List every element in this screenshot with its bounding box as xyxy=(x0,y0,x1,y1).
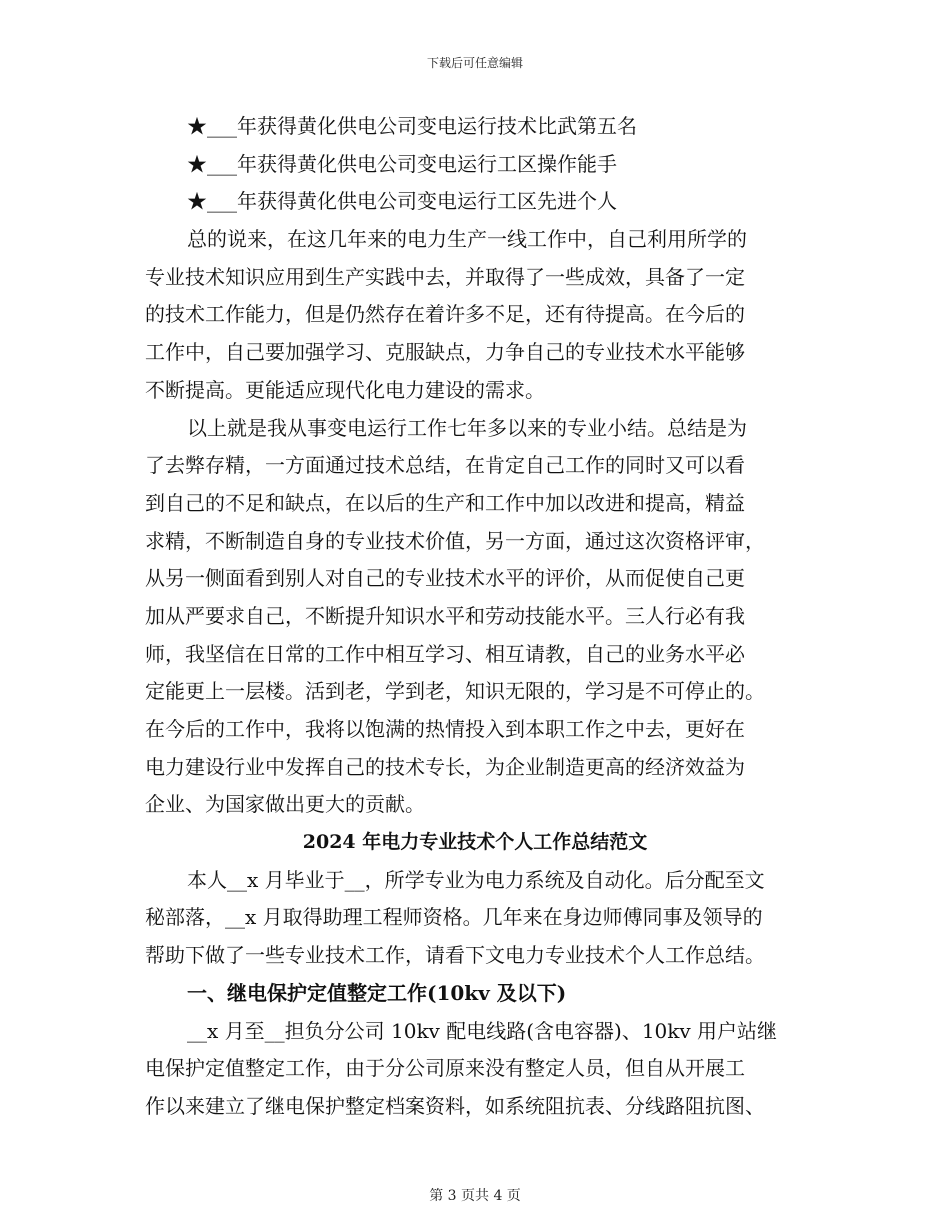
paragraph-line: 求精，不断制造自身的专业技术价值，另一方面，通过这次资格评审， xyxy=(145,528,765,553)
paragraph-line: 企业、为国家做出更大的贡献。 xyxy=(145,792,425,817)
paragraph-line: 本人__x 月毕业于__，所学专业为电力系统及自动化。后分配至文 xyxy=(187,867,765,892)
document-body xyxy=(145,108,805,1126)
page-header: 下载后可任意编辑 xyxy=(426,56,523,70)
award-line-1: ★___年获得黄化供电公司变电运行技术比武第五名 xyxy=(187,114,637,138)
paragraph-line: 从另一侧面看到别人对自己的专业技术水平的评价，从而促使自己更 xyxy=(145,566,745,591)
paragraph-line: 加从严要求自己，不断提升知识水平和劳动技能水平。三人行必有我 xyxy=(145,603,745,628)
paragraph-summary xyxy=(145,221,805,409)
paragraph-line: 总的说来，在这几年来的电力生产一线工作中，自己利用所学的 xyxy=(187,227,747,252)
paragraph-line: 在今后的工作中，我将以饱满的热情投入到本职工作之中去，更好在 xyxy=(145,717,745,741)
paragraph-line: 工作中，自己要加强学习、克服缺点，力争自己的专业技术水平能够 xyxy=(145,340,745,365)
award-line-2: ★___年获得黄化供电公司变电运行工区操作能手 xyxy=(187,151,617,176)
paragraph-line: 作以来建立了继电保护整定档案资料，如系统阻抗表、分线路阻抗图、 xyxy=(145,1093,765,1118)
award-line-3: ★___年获得黄化供电公司变电运行工区先进个人 xyxy=(187,189,617,214)
paragraph-line: 电力建设行业中发挥自己的技术专长，为企业制造更高的经济效益为 xyxy=(145,754,745,779)
page-footer: 第 3 页共 4 页 xyxy=(429,1188,521,1204)
paragraph-line: 师，我坚信在日常的工作中相互学习、相互请教，自己的业务水平必 xyxy=(145,641,745,666)
document-title: 2024 年电力专业技术个人工作总结范文 xyxy=(302,831,648,854)
paragraph-line: 秘部落，__x 月取得助理工程师资格。几年来在身边师傅同事及领导的 xyxy=(145,905,763,930)
paragraph-line: 帮助下做了一些专业技术工作，请看下文电力专业技术个人工作总结。 xyxy=(145,943,765,968)
paragraph-line: __x 月至__担负分公司 10kv 配电线路(含电容器)、10kv 用户站继 xyxy=(187,1018,778,1043)
paragraph-conclusion xyxy=(145,410,805,825)
paragraph-line: 专业技术知识应用到生产实践中去，并取得了一些成效，具备了一定 xyxy=(145,264,745,289)
paragraph-relay-protection xyxy=(145,1013,805,1126)
paragraph-intro xyxy=(145,862,805,975)
paragraph-line: 到自己的不足和缺点，在以后的生产和工作中加以改进和提高，精益 xyxy=(145,490,745,515)
paragraph-line: 以上就是我从事变电运行工作七年多以来的专业小结。总结是为 xyxy=(187,415,747,440)
paragraph-line: 电保护定值整定工作，由于分公司原来没有整定人员，但自从开展工 xyxy=(145,1056,745,1081)
paragraph-line: 的技术工作能力，但是仍然存在着许多不足，还有待提高。在今后的 xyxy=(145,302,745,327)
paragraph-line: 了去弊存精，一方面通过技术总结，在肯定自己工作的同时又可以看 xyxy=(145,453,745,478)
paragraph-line: 不断提高。更能适应现代化电力建设的需求。 xyxy=(145,377,545,402)
paragraph-line: 定能更上一层楼。活到老，学到老，知识无限的，学习是不可停止的。 xyxy=(145,679,765,704)
section-heading: 一、继电保护定值整定工作(10kv 及以下) xyxy=(187,980,567,1005)
